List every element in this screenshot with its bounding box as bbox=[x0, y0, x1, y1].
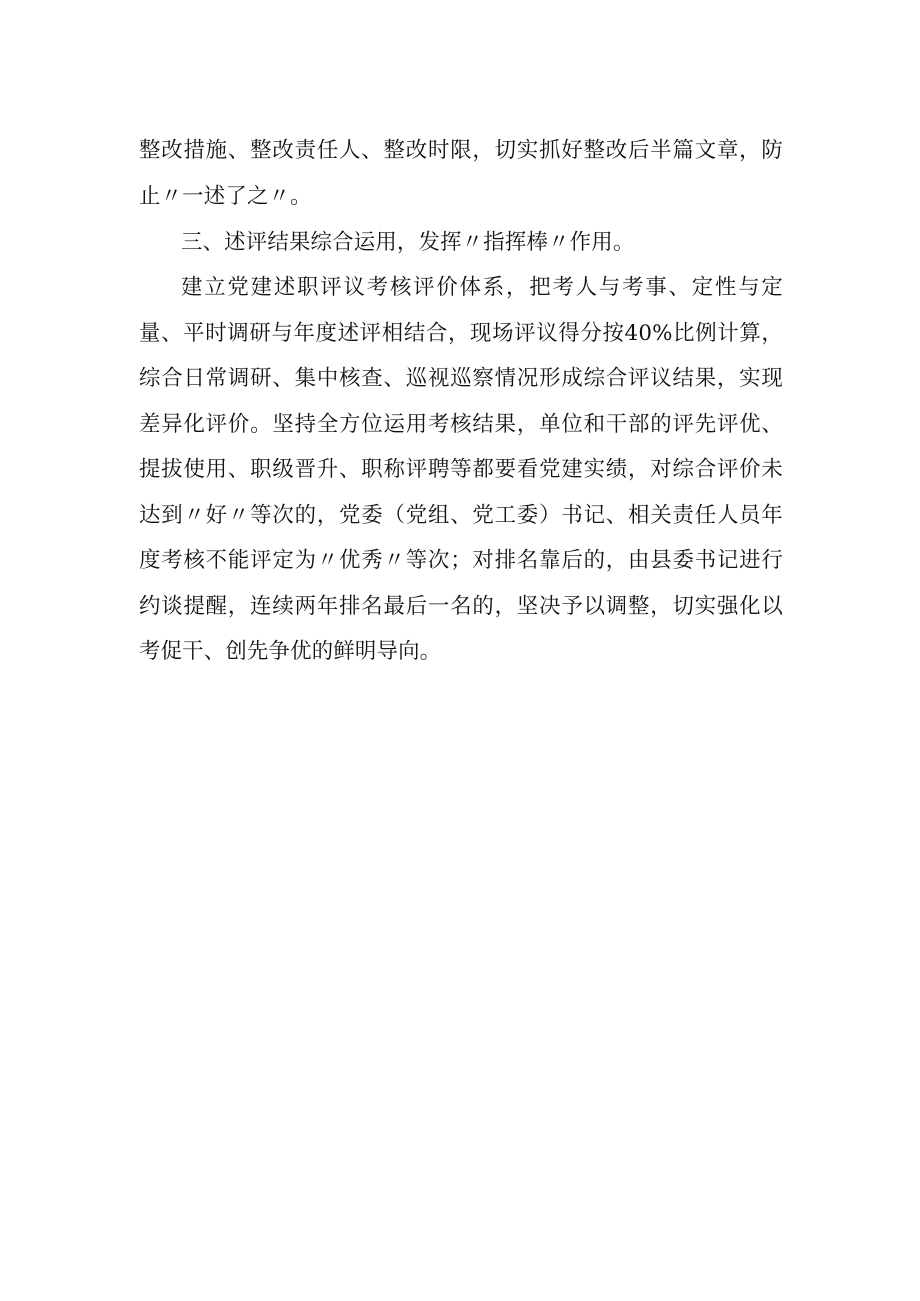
section-heading: 三、述评结果综合运用，发挥〃指挥棒〃作用。 bbox=[181, 230, 635, 255]
paragraph-continued: 整改措施、整改责任人、整改时限，切实抓好整改后半篇文章，防止〃一述了之〃。 bbox=[139, 138, 783, 209]
paragraph-body: 建立党建述职评议考核评价体系，把考人与考事、定性与定量、平时调研与年度述评相结合，现场评议得分按40%比例计算，综合日常调研、集中核查、巡视巡察情况形成综合评议结果，实现差异化评价。坚持全方位运用考核结果，单位和干部的评先评优、提拔使用、职级晋升、职称评聘等都要看党建实绩，对综合评价未达到〃好〃等次的，党委（党组、党工委）书记、相关责任人员年度考核不能评定为〃优秀〃等次；对排名靠后的，由县委书记进行约谈提醒，连续两年排名最后一名的，坚决予以调整，切实强化以考促干、创先争优的鲜明导向。 bbox=[139, 275, 783, 664]
